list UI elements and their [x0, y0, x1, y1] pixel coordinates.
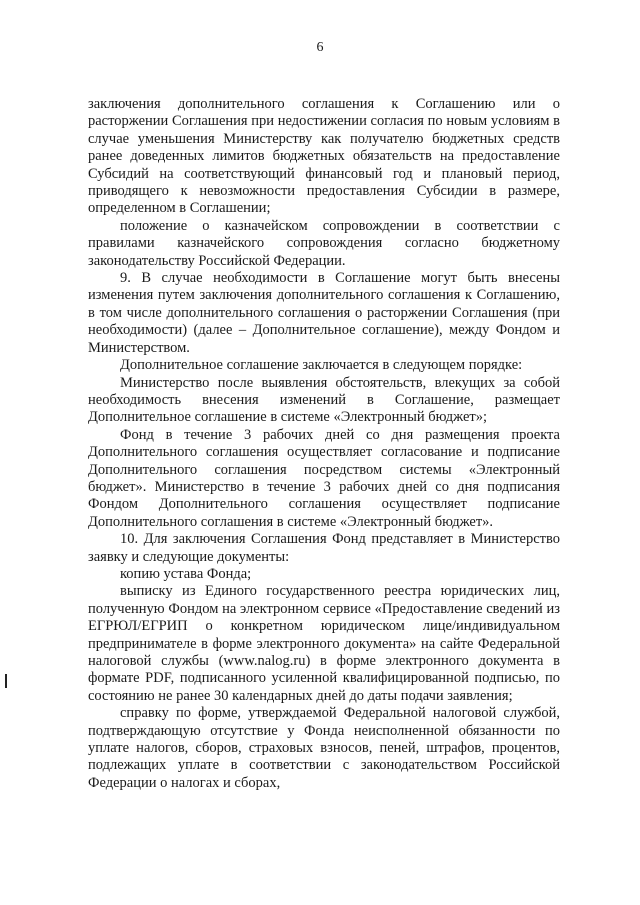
- paragraph-3: 9. В случае необходимости в Соглашение могут быть внесены изменения путем заключения дополнительного соглашения к Соглашению, в том числе дополнительного соглашения о расторжении Соглашения (при необходимости) (далее – Дополнительное соглашение), между Фондом и Министерством.: [88, 270, 560, 356]
- paragraph-7: 10. Для заключения Соглашения Фонд представляет в Министерство заявку и следующие документы:: [88, 531, 560, 565]
- paragraph-10: справку по форме, утверждаемой Федеральной налоговой службой, подтверждающую отсутствие у Фонда неисполненной обязанности по уплате налогов, сборов, страховых взносов, пеней, штрафов, процентов, подлежащих уплате в соответствии с законодательством Российской Федерации о налогах и сборах,: [88, 705, 560, 791]
- paragraph-1: заключения дополнительного соглашения к Соглашению или о расторжении Соглашения при недостижении согласия по новым условиям в случае уменьшения Министерству как получателю бюджетных средств ранее доведенных лимитов бюджетных обязательств на предоставление Субсидий на соответствующий финансовый год и плановый период, приводящего к невозможности предоставления Субсидии в размере, определенном в Соглашении;: [88, 96, 560, 217]
- margin-mark: [5, 674, 7, 688]
- paragraph-2: положение о казначейском сопровождении в соответствии с правилами казначейского сопровождения согласно бюджетному законодательству Российской Федерации.: [88, 217, 560, 269]
- page-number: 6: [316, 40, 324, 55]
- paragraph-5: Министерство после выявления обстоятельств, влекущих за собой необходимость внесения изменений в Соглашение, размещает Дополнительное соглашение в системе «Электронный бюджет»;: [88, 374, 560, 426]
- paragraph-4: Дополнительное соглашение заключается в следующем порядке:: [120, 357, 523, 374]
- paragraph-6: Фонд в течение 3 рабочих дней со дня размещения проекта Дополнительного соглашения осуществляет согласование и подписание Дополнительного соглашения посредством системы «Электронный бюджет». Министерство в течение 3 рабочих дней со дня подписания Фондом Дополнительного соглашения осуществляет подписание Дополнительного соглашения в системе «Электронный бюджет».: [88, 426, 560, 530]
- paragraph-8: копию устава Фонда;: [120, 565, 252, 582]
- paragraph-9: выписку из Единого государственного реестра юридических лиц, полученную Фондом на электронном сервисе «Предоставление сведений из ЕГРЮЛ/ЕГРИП о конкретном юридическом лице/индивидуальном предпринимателе в форме электронного документа» на сайте Федеральной налоговой службы (www.nalog.ru) в форме электронного документа в формате PDF, подписанного усиленной квалифицированной подписью, по состоянию не ранее 30 календарных дней до даты подачи заявления;: [88, 583, 560, 704]
- document-body: [88, 96, 560, 792]
